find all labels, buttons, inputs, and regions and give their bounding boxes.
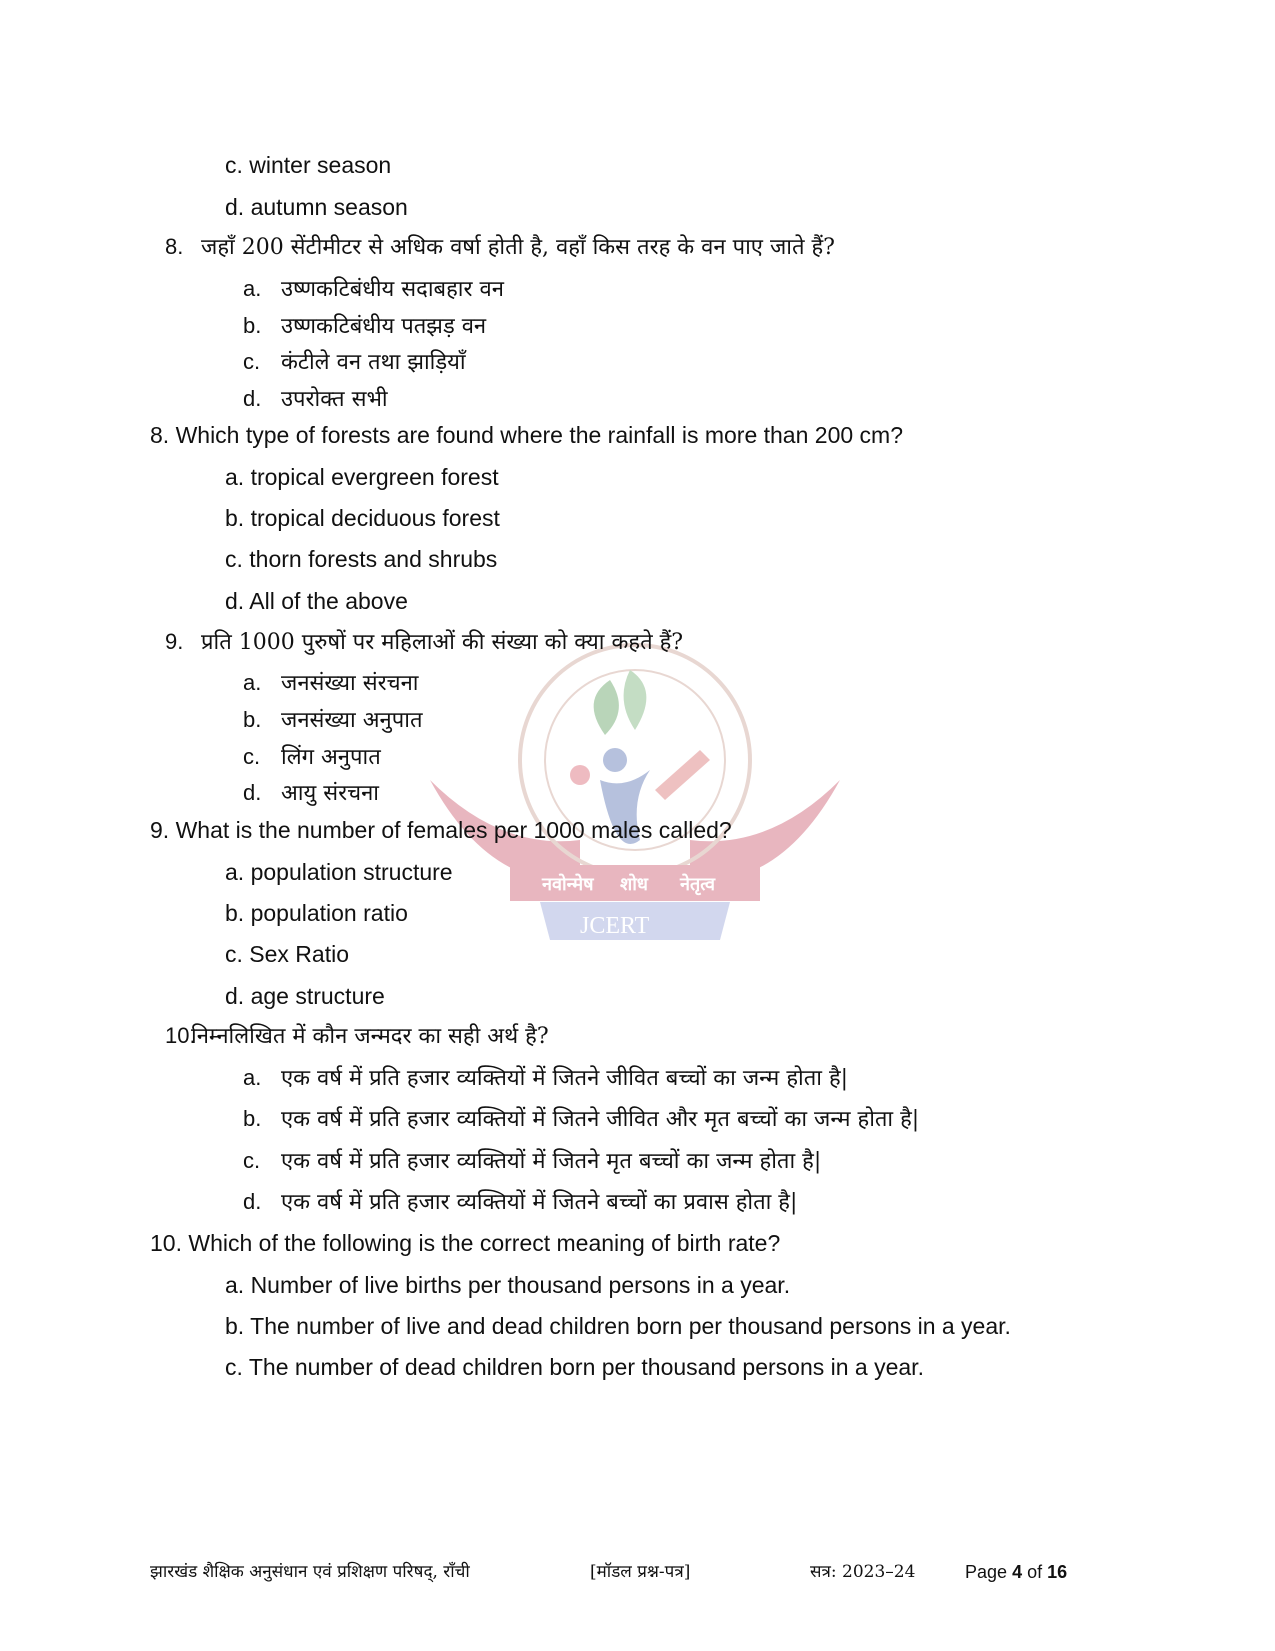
q9-hindi-number: 9.: [165, 629, 184, 654]
q9-hindi-option-a: a. जनसंख्या संरचना: [243, 670, 419, 696]
q10-hindi-option-a: a. एक वर्ष में प्रति हजार व्यक्तियों में जितने जीवित बच्चों का जन्म होता है|: [243, 1065, 849, 1091]
q8-english: 8. Which type of forests are found where the rainfall is more than 200 cm?: [150, 422, 903, 448]
q9-hindi-option-b: b. जनसंख्या अनुपात: [243, 707, 423, 733]
figure-head-icon: [603, 748, 627, 772]
q8-hindi-option-d: d. उपरोक्त सभी: [243, 386, 388, 412]
q8-hindi: [165, 232, 835, 263]
footer-session: सत्र: 2023–24: [810, 1562, 916, 1582]
motto-2: शोध: [620, 874, 648, 895]
q10-english: 10. Which of the following is the correct meaning of birth rate?: [150, 1230, 781, 1256]
q10-hindi-option-b: b. एक वर्ष में प्रति हजार व्यक्तियों में जितने जीवित और मृत बच्चों का जन्म होता है|: [243, 1106, 920, 1132]
q8-english-option-c: c. thorn forests and shrubs: [225, 546, 498, 572]
q9-english-option-d: d. age structure: [225, 983, 385, 1009]
q10-english-option-b: b. The number of live and dead children born per thousand persons in a year.: [225, 1313, 1011, 1339]
motto-3: नेतृत्व: [680, 874, 716, 895]
q8-english-option-a: a. tropical evergreen forest: [225, 464, 499, 490]
q8-hindi-number: 8.: [165, 234, 184, 259]
q9-english: 9. What is the number of females per 1000 males called?: [150, 817, 732, 843]
q8-hindi-option-a: a. उष्णकटिबंधीय सदाबहार वन: [243, 276, 504, 302]
q7-option-d: d. autumn season: [225, 194, 408, 220]
footer-page-number: Page 4 of 16: [965, 1562, 1068, 1582]
org-abbr: JCERT: [580, 913, 650, 939]
q7-option-c: c. winter season: [225, 152, 392, 178]
leaf-icon: [594, 680, 619, 735]
q9-english-option-b: b. population ratio: [225, 900, 408, 926]
q8-hindi-option-b: b. उष्णकटिबंधीय पतझड़ वन: [243, 313, 487, 339]
footer-paper-type: [मॉडल प्रश्न-पत्र]: [590, 1562, 691, 1582]
motto-1: नवोन्मेष: [542, 874, 594, 895]
pencil-icon: [655, 750, 710, 800]
q8-hindi-option-c: c. कंटीले वन तथा झाड़ियाँ: [243, 349, 466, 375]
q9-english-option-a: a. population structure: [225, 859, 453, 885]
q8-hindi-text: जहाँ 200 सेंटीमीटर से अधिक वर्षा होती है, वहाँ किस तरह के वन पाए जाते हैं?: [201, 235, 835, 260]
q10-english-option-a: a. Number of live births per thousand persons in a year.: [225, 1272, 791, 1298]
q10-english-option-c: c. The number of dead children born per thousand persons in a year.: [225, 1354, 924, 1380]
q8-english-option-d: d. All of the above: [225, 588, 408, 614]
q9-hindi-option-d: d. आयु संरचना: [243, 780, 379, 806]
q10-hindi-number: 10.: [165, 1023, 196, 1048]
q8-english-option-b: b. tropical deciduous forest: [225, 505, 500, 531]
q9-hindi-text: प्रति 1000 पुरुषों पर महिलाओं की संख्या को क्या कहते हैं?: [201, 630, 684, 655]
q9-english-option-c: c. Sex Ratio: [225, 941, 349, 967]
q10-hindi-option-c: c. एक वर्ष में प्रति हजार व्यक्तियों में जितने मृत बच्चों का जन्म होता है|: [243, 1148, 822, 1174]
q10-hindi: [165, 1021, 549, 1052]
q9-hindi: [165, 627, 683, 658]
q10-hindi-option-d: d. एक वर्ष में प्रति हजार व्यक्तियों में जितने बच्चों का प्रवास होता है|: [243, 1189, 798, 1215]
q10-hindi-text: निम्नलिखित में कौन जन्मदर का सही अर्थ है?: [191, 1024, 549, 1049]
q9-hindi-option-c: c. लिंग अनुपात: [243, 744, 381, 770]
footer-org: झारखंड शैक्षिक अनुसंधान एवं प्रशिक्षण परिषद्, राँची: [150, 1562, 470, 1582]
